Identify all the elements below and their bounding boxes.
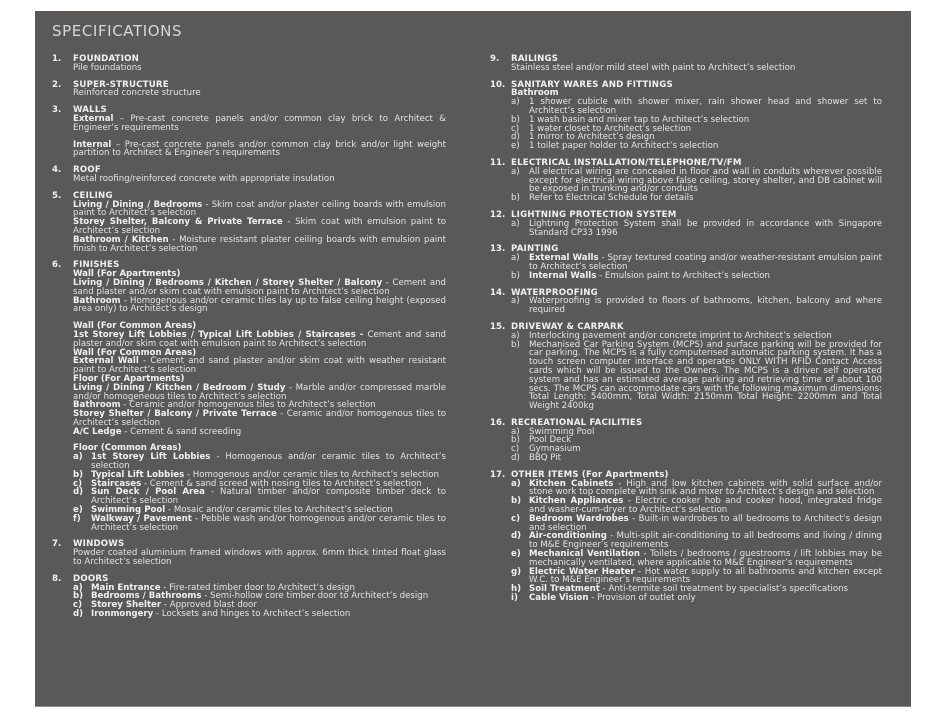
list-marker: a) bbox=[511, 97, 520, 108]
spec-section-other-items-for-apartments bbox=[490, 471, 882, 603]
list-item bbox=[511, 194, 882, 203]
list-item bbox=[511, 550, 882, 568]
item-text: - Built-in wardrobes to all bedrooms to Architect’s design and selection bbox=[529, 513, 883, 533]
item-text: - Toilets / bedrooms / guestrooms / lift lobbies may be mechanically ventilated, where applicable to M&E Engineer’s requirements bbox=[529, 549, 882, 568]
section-title: SUPER-STRUCTURE bbox=[73, 79, 169, 90]
item-label: Typical Lift Lobbies bbox=[91, 469, 185, 480]
spec-paragraph bbox=[73, 384, 446, 402]
spec-paragraph bbox=[73, 410, 446, 428]
item-label: Internal Walls bbox=[529, 270, 597, 281]
item-text: Lightning Protection System shall be provided in accordance with Singapore Standard CP33 1996 bbox=[529, 218, 882, 238]
spec-section-recreational-facilities bbox=[490, 419, 882, 463]
list-item bbox=[511, 297, 882, 315]
section-title: WATERPROOFING bbox=[511, 287, 598, 298]
spec-section-roof bbox=[52, 166, 446, 184]
section-number: 13. bbox=[490, 244, 506, 255]
spec-paragraph bbox=[73, 297, 446, 315]
section-title: CEILING bbox=[73, 190, 113, 201]
section-number: 5. bbox=[52, 190, 62, 201]
section-number: 15. bbox=[490, 321, 506, 332]
item-text: Waterproofing is provided to floors of bathrooms, kitchen, balcony and where required bbox=[529, 296, 882, 316]
item-label: Bedroom Wardrobes bbox=[529, 513, 629, 524]
item-text: Pile foundations bbox=[73, 62, 142, 73]
item-text: Stainless steel and/or mild steel with paint to Architect’s selection bbox=[511, 62, 796, 73]
list-item bbox=[511, 98, 882, 116]
item-text: - Skim coat with emulsion paint to Architect’s selection bbox=[73, 217, 446, 236]
item-text: - Natural timber and/or composite timber deck to Architect’s selection bbox=[91, 487, 446, 507]
spec-paragraph bbox=[73, 115, 446, 133]
item-text: - Semi-hollow core timber door to Architect’s design bbox=[201, 591, 429, 602]
list-marker: c) bbox=[511, 444, 520, 455]
list-marker: b) bbox=[511, 435, 520, 446]
spec-section-waterproofing bbox=[490, 289, 882, 315]
sub-heading: Floor (For Apartments) bbox=[73, 373, 185, 384]
section-title: RECREATIONAL FACILITIES bbox=[511, 417, 643, 428]
item-text: - Cement and sand plaster and/or skim coat with emulsion paint to Architect’s selection bbox=[73, 277, 446, 297]
item-text: 1 wash basin and mixer tap to Architect’s selection bbox=[529, 114, 750, 125]
item-text: - Homogenous and/or ceramic tiles to Architect’s selection bbox=[91, 452, 447, 472]
page-title: SPECIFICATIONS bbox=[52, 22, 183, 40]
list-item bbox=[511, 220, 882, 238]
item-text: 1 mirror to Architect’s design bbox=[529, 132, 655, 143]
list-item bbox=[73, 515, 446, 533]
list-item bbox=[511, 168, 882, 194]
list-marker: e) bbox=[511, 141, 520, 152]
item-label: Main Entrance bbox=[91, 582, 161, 593]
spec-paragraph bbox=[73, 201, 446, 219]
section-title: SANITARY WARES AND FITTINGS bbox=[511, 79, 673, 90]
item-text: 1 water closet to Architect’s selection bbox=[529, 123, 692, 134]
item-label: External bbox=[73, 113, 114, 124]
item-label: Internal bbox=[73, 139, 112, 150]
list-marker: a) bbox=[511, 296, 520, 307]
spec-section-walls bbox=[52, 106, 446, 158]
spec-paragraph bbox=[73, 549, 446, 567]
item-label: Living / Dining / Bedrooms / Kitchen / Storey Shelter / Balcony bbox=[73, 277, 383, 288]
list-item bbox=[511, 454, 882, 463]
list-marker: c) bbox=[73, 478, 83, 489]
list-marker: a) bbox=[511, 253, 520, 264]
item-label: Bathroom bbox=[73, 295, 121, 306]
list-item bbox=[511, 341, 882, 411]
item-text: 1 shower cubicle with shower mixer, rain shower head and shower set to Architect’s selection bbox=[529, 97, 882, 116]
item-label: Kitchen Appliances bbox=[529, 496, 624, 507]
list-item bbox=[73, 610, 446, 619]
item-label: 1st Storey Lift Lobbies / Typical Lift Lobbies / Staircases - bbox=[73, 329, 364, 340]
item-text: – Pre-cast concrete panels and/or common clay brick to Architect & Engineer’s requirements bbox=[73, 113, 446, 133]
section-number: 3. bbox=[52, 105, 62, 116]
sub-heading: Wall (For Common Areas) bbox=[73, 321, 197, 332]
list-marker: a) bbox=[511, 218, 520, 229]
item-label: Mechanical Ventilation bbox=[529, 549, 641, 560]
section-title: LIGHTNING PROTECTION SYSTEM bbox=[511, 209, 677, 220]
item-text: Interlocking pavement and/or concrete imprint to Architect’s selection bbox=[529, 330, 832, 341]
item-text: Powder coated aluminium framed windows with approx. 6mm thick tinted float glass to Architect’s selection bbox=[73, 548, 446, 568]
sub-heading: Bathroom bbox=[511, 88, 559, 99]
section-title: OTHER ITEMS (For Apartments) bbox=[511, 469, 669, 480]
list-marker: d) bbox=[73, 487, 84, 498]
section-number: 17. bbox=[490, 469, 506, 480]
item-text: - Cement and sand plaster and/or skim coat with weather resistant paint to Architect’s selection bbox=[73, 356, 446, 376]
list-marker: e) bbox=[73, 505, 83, 516]
section-number: 14. bbox=[490, 287, 506, 298]
specifications-panel bbox=[35, 11, 911, 706]
item-text: - Ceramic and/or homogenous tiles to Architect’s selection bbox=[120, 400, 376, 411]
list-marker: b) bbox=[511, 270, 520, 281]
list-item bbox=[511, 594, 882, 603]
item-text: – Pre-cast concrete panels and/or common clay brick and/or light weight partition to Architect & Engineer’s requirements bbox=[73, 139, 446, 159]
list-marker: d) bbox=[73, 609, 84, 620]
spec-paragraph bbox=[73, 89, 446, 98]
item-label: Storey Shelter bbox=[91, 600, 162, 611]
item-label: Electric Water Heater bbox=[529, 566, 635, 577]
sub-heading: Floor (Common Areas) bbox=[73, 443, 182, 454]
item-text: - Mosaic and/or ceramic tiles to Architect’s selection bbox=[165, 505, 393, 516]
list-item bbox=[511, 480, 882, 498]
section-number: 10. bbox=[490, 79, 506, 90]
item-text: - Approved blast door bbox=[161, 600, 257, 611]
list-item bbox=[73, 453, 446, 471]
sub-heading: Wall (For Common Areas) bbox=[73, 347, 197, 358]
item-text: - Skim coat and/or plaster ceiling boards with emulsion paint to Architect’s selection bbox=[73, 199, 447, 219]
section-number: 11. bbox=[490, 157, 506, 168]
item-text: Gymnasium bbox=[529, 444, 581, 455]
right-column bbox=[490, 55, 882, 611]
list-marker: i) bbox=[511, 593, 518, 604]
section-title: WINDOWS bbox=[73, 539, 125, 550]
item-text: Pool Deck bbox=[529, 435, 572, 446]
item-text: - Moisture resistant plaster ceiling boards with emulsion paint finish to Architect’s selection bbox=[73, 234, 446, 254]
list-item bbox=[511, 254, 882, 272]
item-label: Staircases bbox=[91, 478, 142, 489]
section-title: DOORS bbox=[73, 573, 109, 584]
item-label: Bedrooms / Bathrooms bbox=[91, 591, 202, 602]
list-item bbox=[511, 142, 882, 151]
list-marker: e) bbox=[511, 549, 521, 560]
section-title: WALLS bbox=[73, 105, 107, 116]
item-label: Walkway / Pavement bbox=[91, 513, 192, 524]
item-text: - Pebble wash and/or homogenous and/or ceramic tiles to Architect’s selection bbox=[91, 513, 446, 533]
item-text: Mechanised Car Parking System (MCPS) and surface parking will be provided for car parking. The MCPS is a fully computerised automatic parking system. It has a touch screen computer interface and operates ONLY WITH RFID Contact Access cards which will be issued to the Owners. The MCPS is a driver self operated system and has an estimated average parking and retrieving time of about 100 secs. The MCPS can accommodate cars with the following maximum dimensions: Total Length: 5400mm, Total Width: 2150mm Total Height: 2200mm and Total Weight 2400kg bbox=[529, 339, 882, 412]
item-text: - Locksets and hinges to Architect’s selection bbox=[153, 609, 351, 620]
sub-heading: Wall (For Apartments) bbox=[73, 269, 181, 280]
list-item bbox=[511, 272, 882, 281]
item-label: A/C Ledge bbox=[73, 426, 122, 437]
section-title: RAILINGS bbox=[511, 54, 559, 64]
list-marker: h) bbox=[511, 584, 522, 595]
section-number: 4. bbox=[52, 165, 62, 176]
list-item bbox=[73, 488, 446, 506]
spec-paragraph bbox=[73, 175, 446, 184]
list-marker: d) bbox=[511, 531, 522, 542]
item-label: Storey Shelter, Balcony & Private Terrace bbox=[73, 217, 283, 228]
item-text: BBQ Pit bbox=[529, 453, 562, 464]
list-item bbox=[511, 445, 882, 454]
spec-paragraph bbox=[73, 428, 446, 437]
list-marker: c) bbox=[511, 123, 520, 134]
spec-section-super-structure bbox=[52, 81, 446, 99]
list-marker: a) bbox=[511, 426, 520, 437]
spec-section-foundation bbox=[52, 55, 446, 73]
list-marker: a) bbox=[73, 582, 83, 593]
section-number: 1. bbox=[52, 54, 62, 64]
item-text: - Hot water supply to all bathrooms and kitchen except W.C. to M&E Engineer’s requirements bbox=[529, 566, 882, 586]
item-text: - Marble and/or compressed marble and/or homogeneous tiles to Architect’s selection bbox=[73, 382, 446, 402]
spec-section-ceiling bbox=[52, 192, 446, 254]
item-text: - Cement & sand screed with nosing tiles to Architect’s selection bbox=[141, 478, 422, 489]
item-label: Sun Deck / Pool Area bbox=[91, 487, 205, 498]
item-label: Storey Shelter / Balcony / Private Terrace bbox=[73, 409, 277, 420]
item-label: External Walls bbox=[529, 253, 599, 264]
item-label: 1st Storey Lift Lobbies bbox=[91, 452, 211, 463]
spec-section-windows bbox=[52, 540, 446, 566]
list-item bbox=[511, 568, 882, 586]
spec-paragraph bbox=[73, 141, 446, 159]
spec-section-electrical-installation-telephone-tv-fm bbox=[490, 159, 882, 203]
spec-section-finishes bbox=[52, 261, 446, 532]
item-label: Bathroom / Kitchen bbox=[73, 234, 169, 245]
item-text: - Homogenous and/or ceramic tiles to Architect’s selection bbox=[184, 469, 439, 480]
list-marker: b) bbox=[511, 193, 520, 204]
spec-paragraph bbox=[73, 357, 446, 375]
spec-section-lightning-protection-system bbox=[490, 211, 882, 237]
section-number: 6. bbox=[52, 260, 62, 271]
spec-paragraph bbox=[73, 331, 446, 349]
item-label: Kitchen Cabinets bbox=[529, 478, 614, 489]
item-text: Cement and sand plaster and/or skim coat with emulsion paint to Architect’s selection bbox=[73, 329, 446, 349]
section-number: 9. bbox=[490, 54, 500, 64]
spec-paragraph bbox=[73, 236, 446, 254]
list-marker: c) bbox=[73, 600, 83, 611]
spec-section-driveway-carpark bbox=[490, 323, 882, 411]
item-label: Living / Dining / Bedrooms bbox=[73, 199, 203, 210]
list-marker: f) bbox=[73, 513, 81, 524]
item-text: - Ceramic and/or homogenous tiles to Architect’s selection bbox=[73, 409, 446, 428]
list-item bbox=[511, 497, 882, 515]
section-number: 2. bbox=[52, 79, 62, 90]
section-title: PAINTING bbox=[511, 244, 559, 255]
list-marker: d) bbox=[511, 132, 520, 143]
item-text: - Provision of outlet only bbox=[588, 593, 696, 604]
item-text: - Spray textured coating and/or weather-resistant emulsion paint to Architect’s selection bbox=[529, 253, 883, 272]
section-title: DRIVEWAY & CARPARK bbox=[511, 321, 624, 332]
item-label: Ironmongery bbox=[91, 609, 154, 620]
section-number: 7. bbox=[52, 539, 62, 550]
spec-section-railings bbox=[490, 55, 882, 73]
item-text: - Electric cooker hob and cooker hood, integrated fridge and washer-cum-dryer to Architect’s selection bbox=[529, 496, 882, 516]
list-marker: a) bbox=[511, 478, 521, 489]
spec-section-sanitary-wares-and-fittings bbox=[490, 81, 882, 151]
section-title: FINISHES bbox=[73, 260, 120, 271]
list-marker: b) bbox=[511, 114, 520, 125]
section-number: 12. bbox=[490, 209, 506, 220]
item-label: Swimming Pool bbox=[91, 505, 166, 516]
list-marker: g) bbox=[511, 566, 522, 577]
item-text: Swimming Pool bbox=[529, 426, 595, 437]
item-text: All electrical wiring are concealed in floor and wall in conduits wherever possible except for electrical wiring above false ceiling, storey shelter, and DB cabinet will be exposed in trunking and/or conduits bbox=[529, 166, 882, 195]
item-text: - Cement & sand screeding bbox=[121, 426, 242, 437]
item-label: Living / Dining / Kitchen / Bedroom / Study bbox=[73, 382, 286, 393]
list-marker: a) bbox=[511, 330, 520, 341]
spec-paragraph bbox=[73, 279, 446, 297]
list-marker: b) bbox=[511, 339, 520, 350]
item-text: - Fire-rated timber door to Architect’s design bbox=[160, 582, 355, 593]
spec-section-doors bbox=[52, 575, 446, 619]
item-text: Metal roofing/reinforced concrete with appropriate insulation bbox=[73, 173, 335, 184]
item-text: Reinforced concrete structure bbox=[73, 88, 201, 99]
item-text: - Multi-split air-conditioning to all bedrooms and living / dining to M&E Engineer’s requirements bbox=[529, 531, 882, 551]
section-title: ELECTRICAL INSTALLATION/TELEPHONE/TV/FM bbox=[511, 157, 742, 168]
list-item bbox=[511, 515, 882, 533]
item-label: Soil Treatment bbox=[529, 584, 600, 595]
list-marker: c) bbox=[511, 513, 521, 524]
list-item bbox=[511, 532, 882, 550]
list-marker: b) bbox=[73, 469, 84, 480]
item-label: Bathroom bbox=[73, 400, 121, 411]
spec-paragraph bbox=[511, 64, 882, 73]
item-label: External Wall bbox=[73, 356, 139, 367]
spec-section-painting bbox=[490, 245, 882, 280]
spec-paragraph bbox=[73, 218, 446, 236]
item-label: Air-conditioning bbox=[529, 531, 607, 542]
section-number: 16. bbox=[490, 417, 506, 428]
item-label: Cable Vision bbox=[529, 593, 589, 604]
item-text: Refer to Electrical Schedule for details bbox=[529, 193, 694, 204]
section-title: FOUNDATION bbox=[73, 54, 140, 64]
item-text: 1 toilet paper holder to Architect’s selection bbox=[529, 141, 719, 152]
section-title: ROOF bbox=[73, 165, 101, 176]
left-column bbox=[52, 55, 446, 627]
list-marker: b) bbox=[73, 591, 84, 602]
item-text: - Homogenous and/or ceramic tiles lay up to false ceiling height (exposed area only) to Architect’s design bbox=[73, 295, 446, 315]
item-text: - Anti-termite soil treatment by specialist’s specifications bbox=[599, 584, 849, 595]
item-text: - High and low kitchen cabinets with solid surface and/or stone work top complete with sink and mixer to Architect’s design and selection bbox=[529, 478, 882, 498]
spec-paragraph bbox=[73, 64, 446, 73]
list-marker: a) bbox=[511, 166, 520, 177]
list-marker: d) bbox=[511, 453, 520, 464]
section-number: 8. bbox=[52, 573, 62, 584]
list-marker: b) bbox=[511, 496, 522, 507]
item-text: - Emulsion paint to Architect’s selection bbox=[596, 270, 770, 281]
list-marker: a) bbox=[73, 452, 83, 463]
